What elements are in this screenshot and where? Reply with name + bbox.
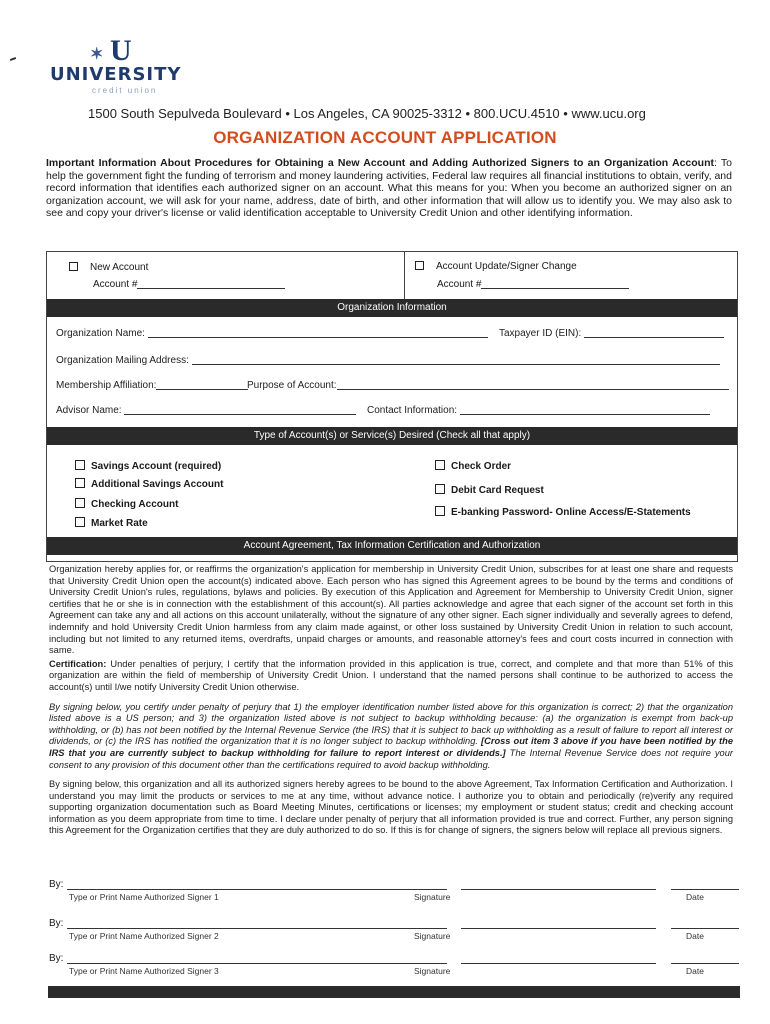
mailing-row <box>56 355 720 366</box>
savings-label: Savings Account (required) <box>91 461 222 472</box>
debit-card-checkbox[interactable] <box>435 484 445 494</box>
important-body: : To help the government fight the funding of terrorism and money laundering activities, Federal law requires all financial institutions to obtain, verify, and record information that identifies each authorized signer on an account. What this means for you: When you become an authorized signer on an organization account, we will ask for your name, address, date of birth, and other information that will allow us to identify you. We may also ask to see and copy your driver's license or valid identification acceptable to University Credit Union and other identifying information. <box>46 157 733 219</box>
market-rate-checkbox[interactable] <box>75 517 85 527</box>
signer-2-signature-field[interactable] <box>461 928 656 929</box>
service-market-rate[interactable] <box>75 517 148 529</box>
perjury-paragraph <box>49 702 733 772</box>
agreement-paragraph: Organization hereby applies for, or reaffirms the organization's application for membership in University Credit Union, subscribes for at least one share and requests that University Credit Union open the account(s) indicated above. Each person who has signed this Agreement agrees to be bound by the terms and conditions of University Credit Union's rules, regulations, bylaws and policies. By execution of this Application and Agreement for Membership to University Credit Union, signer certifies that he or she is in connection with the establishment of this account(s). All parties acknowledge and agree that each signer of the account set forth in this Agreement can take any and all actions on this account unilaterally, without the signature of any other signer. Each signer individually and severally agrees to defend, indemnify and hold University Credit Union harmless from any claim made against, or other loss sustained by University Credit Union in relation to such account, including but not limited to any returned items, overdrafts, unpaid charges or amounts, and reasonable attorney's fees and court costs incurred in connection with same. <box>49 564 733 656</box>
mailing-field[interactable] <box>192 355 720 365</box>
account-update-option[interactable] <box>415 261 577 272</box>
contact-field[interactable] <box>460 405 710 415</box>
important-info <box>46 157 732 220</box>
update-account-number <box>437 279 629 290</box>
signer-1-date-caption: Date <box>686 892 704 902</box>
market-rate-label: Market Rate <box>91 518 148 529</box>
check-order-checkbox[interactable] <box>435 460 445 470</box>
signer-2-name-caption: Type or Print Name Authorized Signer 2 <box>69 931 219 941</box>
footer-bar <box>48 986 740 998</box>
divider <box>404 252 405 300</box>
page-title: ORGANIZATION ACCOUNT APPLICATION <box>213 128 557 147</box>
contact-label: Contact Information: <box>367 405 458 416</box>
advisor-field[interactable] <box>124 405 356 415</box>
new-account-number <box>93 279 285 290</box>
new-account-option[interactable] <box>69 262 148 273</box>
membership-label: Membership Affiliation: <box>56 380 157 391</box>
new-account-label: New Account <box>90 262 149 273</box>
credit-union-logo <box>50 36 200 94</box>
signer-2-name-field[interactable] <box>67 928 447 929</box>
update-account-number-label: Account # <box>437 279 482 290</box>
org-name-field[interactable] <box>148 328 488 338</box>
signer-3-date-field[interactable] <box>671 963 739 964</box>
tax-id-row <box>499 328 724 339</box>
logo-subtitle: credit union <box>92 86 158 95</box>
org-address: 1500 South Sepulveda Boulevard • Los Angeles, CA 90025-3312 • 800.UCU.4510 • www.ucu.org <box>88 106 646 121</box>
account-update-checkbox[interactable] <box>415 261 424 270</box>
update-account-number-field[interactable] <box>481 279 629 289</box>
new-account-number-label: Account # <box>93 279 138 290</box>
purpose-field[interactable] <box>337 380 729 390</box>
certification-paragraph <box>49 659 733 694</box>
debit-card-label: Debit Card Request <box>451 485 544 496</box>
additional-savings-label: Additional Savings Account <box>91 479 224 490</box>
service-ebanking[interactable] <box>435 506 691 518</box>
service-debit-card[interactable] <box>435 484 544 496</box>
advisor-row <box>56 405 356 416</box>
logo-wordmark: UNIVERSITY <box>50 64 182 85</box>
service-additional-savings[interactable] <box>75 478 223 490</box>
purpose-label: Purpose of Account: <box>247 380 337 391</box>
signer-3-signature-caption: Signature <box>414 966 451 976</box>
logo-mark-icon: ✶ U <box>90 34 132 67</box>
cross-out-notice: [Cross out item 3 above if you have been notified by the IRS that you are currently subject to backup withholding for failure to report interest or dividends.] <box>49 736 733 758</box>
signer-2-block <box>49 918 739 942</box>
authorization-paragraph: By signing below, this organization and all its authorized signers hereby agrees to be bound to the above Agreement, Tax Information Certification and Authorization. I understand you may limit the products or services to me at any time, without advance notice. I authorize you to obtain and periodically (re)verify any required supporting organization documentation such as Board Meeting Minutes, certifications or licenses; my employment or student status; credit and checking account information as you deem appropriate from time to time. I declare under penalty of perjury that all information provided is true and correct. Further, any person signing this Agreement for the Organization certifies that they are duly authorized to do so. If this is for change of signers, the signers below will replace all previous signers. <box>49 779 733 836</box>
agreement-header: Account Agreement, Tax Information Certification and Authorization <box>47 537 737 555</box>
signer-3-signature-field[interactable] <box>461 963 656 964</box>
irs-notice: The Internal Revenue Service does not require your consent to any provision of this document other than the certifications required to avoid backup withholding. <box>49 747 733 770</box>
signer-1-name-field[interactable] <box>67 889 447 890</box>
new-account-number-field[interactable] <box>137 279 285 289</box>
signer-3-by: By: <box>49 953 64 964</box>
stray-mark <box>10 57 16 61</box>
membership-row <box>56 380 248 391</box>
additional-savings-checkbox[interactable] <box>75 478 85 488</box>
important-heading: Important Information About Procedures for Obtaining a New Account and Adding Authorized Signers to an Organization Account <box>46 157 715 169</box>
agreement-text <box>49 564 733 839</box>
checking-label: Checking Account <box>91 499 179 510</box>
certification-label: Certification: <box>49 658 107 669</box>
certification-text: Under penalties of perjury, I certify that the information provided in this application is true, correct, and complete and that more than 51% of this organization are within the field of membership of University Credit Union. I understand that the named persons shall continue to be authorized to access the account(s) until I/we notify University Credit Union otherwise. <box>49 658 733 692</box>
signer-3-name-field[interactable] <box>67 963 447 964</box>
savings-checkbox[interactable] <box>75 460 85 470</box>
signer-3-date-caption: Date <box>686 966 704 976</box>
membership-field[interactable] <box>156 380 248 390</box>
services-header: Type of Account(s) or Service(s) Desired (Check all that apply) <box>47 427 737 445</box>
signer-1-signature-caption: Signature <box>414 892 451 902</box>
check-order-label: Check Order <box>451 461 512 472</box>
ebanking-checkbox[interactable] <box>435 506 445 516</box>
org-info-header: Organization Information <box>47 299 737 317</box>
signer-1-date-field[interactable] <box>671 889 739 890</box>
signer-3-block <box>49 953 739 977</box>
ebanking-label: E-banking Password- Online Access/E-Statements <box>451 507 691 518</box>
signer-1-block <box>49 879 739 903</box>
service-savings[interactable] <box>75 460 221 472</box>
service-check-order[interactable] <box>435 460 511 472</box>
advisor-label: Advisor Name: <box>56 405 122 416</box>
checking-checkbox[interactable] <box>75 498 85 508</box>
signer-1-signature-field[interactable] <box>461 889 656 890</box>
signer-2-date-field[interactable] <box>671 928 739 929</box>
account-update-label: Account Update/Signer Change <box>436 261 577 272</box>
signer-3-name-caption: Type or Print Name Authorized Signer 3 <box>69 966 219 976</box>
purpose-row <box>247 380 729 391</box>
contact-row <box>367 405 710 416</box>
service-checking[interactable] <box>75 498 178 510</box>
org-name-row <box>56 328 488 339</box>
perjury-italic-text: By signing below, you certify under penalty of perjury that 1) the employer identification number listed above for this organization is correct; 2) that the organization listed above is a US person; and 3) the organization listed above is not subject to backup withholding because: (a) the organization is exempt from back-up withholding, or (b) has not been notified by the Internal Revenue Service (the IRS) that it is subject to back up withholding as a result of failure to report all interest or dividends, or (c) the IRS has notified the organization that it is no longer subject to backup withholding. <box>49 701 733 747</box>
signer-1-name-caption: Type or Print Name Authorized Signer 1 <box>69 892 219 902</box>
tax-id-field[interactable] <box>584 328 724 338</box>
signer-1-by: By: <box>49 879 64 890</box>
tax-id-label: Taxpayer ID (EIN): <box>499 328 582 339</box>
new-account-checkbox[interactable] <box>69 262 78 271</box>
signer-2-by: By: <box>49 918 64 929</box>
org-name-label: Organization Name: <box>56 328 145 339</box>
application-form <box>46 251 738 562</box>
signer-2-signature-caption: Signature <box>414 931 451 941</box>
mailing-label: Organization Mailing Address: <box>56 355 189 366</box>
signer-2-date-caption: Date <box>686 931 704 941</box>
